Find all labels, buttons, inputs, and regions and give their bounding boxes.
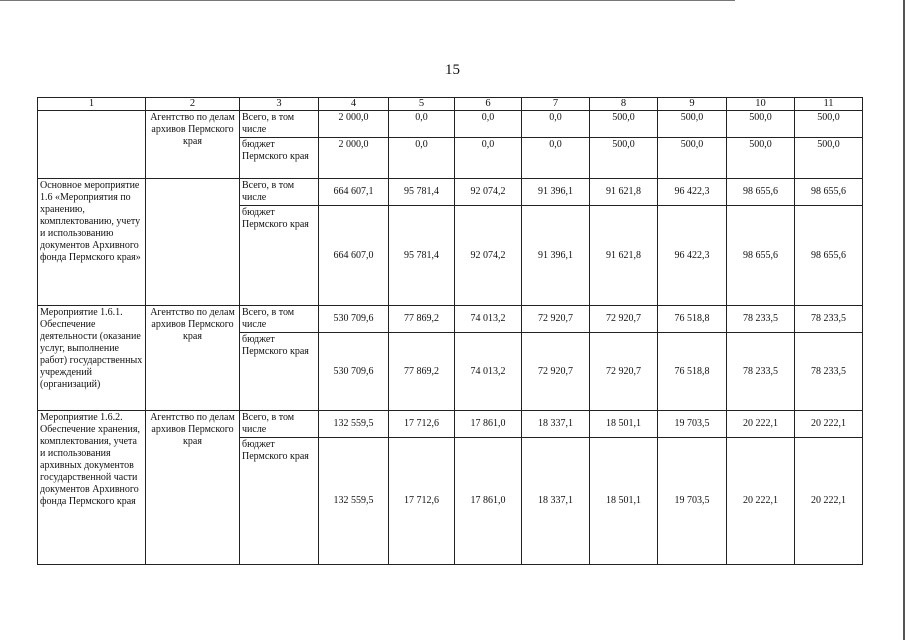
- amount-cell: 98 655,6: [727, 179, 795, 206]
- amount-cell: 132 559,5: [319, 438, 389, 565]
- amount-cell: 74 013,2: [455, 306, 522, 333]
- amount-cell: 500,0: [727, 111, 795, 138]
- header-cell: 4: [319, 98, 389, 111]
- budget-table: [37, 97, 863, 565]
- amount-cell: 132 559,5: [319, 411, 389, 438]
- amount-cell: 500,0: [727, 138, 795, 179]
- amount-cell: 98 655,6: [795, 179, 863, 206]
- amount-cell: 0,0: [389, 138, 455, 179]
- amount-cell: 17 861,0: [455, 438, 522, 565]
- amount-cell: 76 518,8: [658, 306, 727, 333]
- amount-cell: 91 621,8: [590, 179, 658, 206]
- amount-cell: 91 396,1: [522, 179, 590, 206]
- amount-cell: 0,0: [455, 111, 522, 138]
- activity-name-cell: Мероприятие 1.6.2. Обеспечение хранения, комплектования, учета и использования архивных документов государственной части документов Архивного фонда Пермского края: [38, 411, 146, 565]
- page-number: 15: [445, 62, 460, 78]
- funding-source-cell: Всего, в том числе: [240, 306, 319, 333]
- amount-cell: 18 337,1: [522, 411, 590, 438]
- amount-cell: 18 501,1: [590, 411, 658, 438]
- funding-source-cell: бюджет Пермского края: [240, 438, 319, 565]
- header-cell: 1: [38, 98, 146, 111]
- header-cell: 8: [590, 98, 658, 111]
- scan-top-rule: [0, 0, 735, 1]
- amount-cell: 2 000,0: [319, 138, 389, 179]
- table-row: [38, 306, 863, 333]
- amount-cell: 72 920,7: [590, 333, 658, 411]
- amount-cell: 78 233,5: [727, 306, 795, 333]
- amount-cell: 0,0: [455, 138, 522, 179]
- amount-cell: 20 222,1: [727, 411, 795, 438]
- amount-cell: 72 920,7: [590, 306, 658, 333]
- funding-source-cell: Всего, в том числе: [240, 179, 319, 206]
- amount-cell: 500,0: [658, 111, 727, 138]
- header-cell: 9: [658, 98, 727, 111]
- activity-name-cell: Основное мероприятие 1.6 «Мероприятия по хранению, комплектованию, учету и использованию документов Архивного фонда Пермского края»: [38, 179, 146, 306]
- funding-source-cell: бюджет Пермского края: [240, 333, 319, 411]
- header-cell: 3: [240, 98, 319, 111]
- table-row: [38, 179, 863, 206]
- amount-cell: 500,0: [590, 111, 658, 138]
- amount-cell: 91 396,1: [522, 206, 590, 306]
- amount-cell: 98 655,6: [727, 206, 795, 306]
- amount-cell: 19 703,5: [658, 411, 727, 438]
- executor-cell: Агентство по делам архивов Пермского края: [146, 306, 240, 411]
- amount-cell: 500,0: [590, 138, 658, 179]
- executor-cell: Агентство по делам архивов Пермского края: [146, 411, 240, 565]
- funding-source-cell: бюджет Пермского края: [240, 206, 319, 306]
- header-cell: 11: [795, 98, 863, 111]
- amount-cell: 72 920,7: [522, 333, 590, 411]
- amount-cell: 530 709,6: [319, 333, 389, 411]
- amount-cell: 95 781,4: [389, 206, 455, 306]
- amount-cell: 74 013,2: [455, 333, 522, 411]
- executor-cell: [146, 179, 240, 306]
- header-cell: 6: [455, 98, 522, 111]
- header-cell: 10: [727, 98, 795, 111]
- amount-cell: 77 869,2: [389, 306, 455, 333]
- amount-cell: 0,0: [522, 138, 590, 179]
- funding-source-cell: Всего, в том числе: [240, 111, 319, 138]
- amount-cell: 76 518,8: [658, 333, 727, 411]
- amount-cell: 78 233,5: [795, 306, 863, 333]
- amount-cell: 17 712,6: [389, 411, 455, 438]
- amount-cell: 17 861,0: [455, 411, 522, 438]
- amount-cell: 95 781,4: [389, 179, 455, 206]
- amount-cell: 78 233,5: [795, 333, 863, 411]
- amount-cell: 18 337,1: [522, 438, 590, 565]
- funding-source-cell: бюджет Пермского края: [240, 138, 319, 179]
- amount-cell: 17 712,6: [389, 438, 455, 565]
- amount-cell: 20 222,1: [795, 411, 863, 438]
- header-cell: 7: [522, 98, 590, 111]
- amount-cell: 92 074,2: [455, 206, 522, 306]
- amount-cell: 98 655,6: [795, 206, 863, 306]
- amount-cell: 664 607,0: [319, 206, 389, 306]
- amount-cell: 530 709,6: [319, 306, 389, 333]
- activity-name-cell: [38, 111, 146, 179]
- amount-cell: 78 233,5: [727, 333, 795, 411]
- header-cell: 2: [146, 98, 240, 111]
- executor-cell: Агентство по делам архивов Пермского края: [146, 111, 240, 179]
- amount-cell: 96 422,3: [658, 206, 727, 306]
- amount-cell: 0,0: [389, 111, 455, 138]
- funding-source-cell: Всего, в том числе: [240, 411, 319, 438]
- amount-cell: 0,0: [522, 111, 590, 138]
- amount-cell: 91 621,8: [590, 206, 658, 306]
- amount-cell: 500,0: [795, 111, 863, 138]
- table-row: [38, 111, 863, 138]
- table-row: [38, 411, 863, 438]
- amount-cell: 92 074,2: [455, 179, 522, 206]
- amount-cell: 20 222,1: [727, 438, 795, 565]
- header-cell: 5: [389, 98, 455, 111]
- amount-cell: 19 703,5: [658, 438, 727, 565]
- amount-cell: 500,0: [658, 138, 727, 179]
- table-header-row: [38, 98, 863, 111]
- amount-cell: 500,0: [795, 138, 863, 179]
- amount-cell: 72 920,7: [522, 306, 590, 333]
- amount-cell: 20 222,1: [795, 438, 863, 565]
- amount-cell: 18 501,1: [590, 438, 658, 565]
- amount-cell: 96 422,3: [658, 179, 727, 206]
- amount-cell: 2 000,0: [319, 111, 389, 138]
- amount-cell: 664 607,1: [319, 179, 389, 206]
- activity-name-cell: Мероприятие 1.6.1. Обеспечение деятельности (оказание услуг, выполнение работ) государственных учреждений (организаций): [38, 306, 146, 411]
- amount-cell: 77 869,2: [389, 333, 455, 411]
